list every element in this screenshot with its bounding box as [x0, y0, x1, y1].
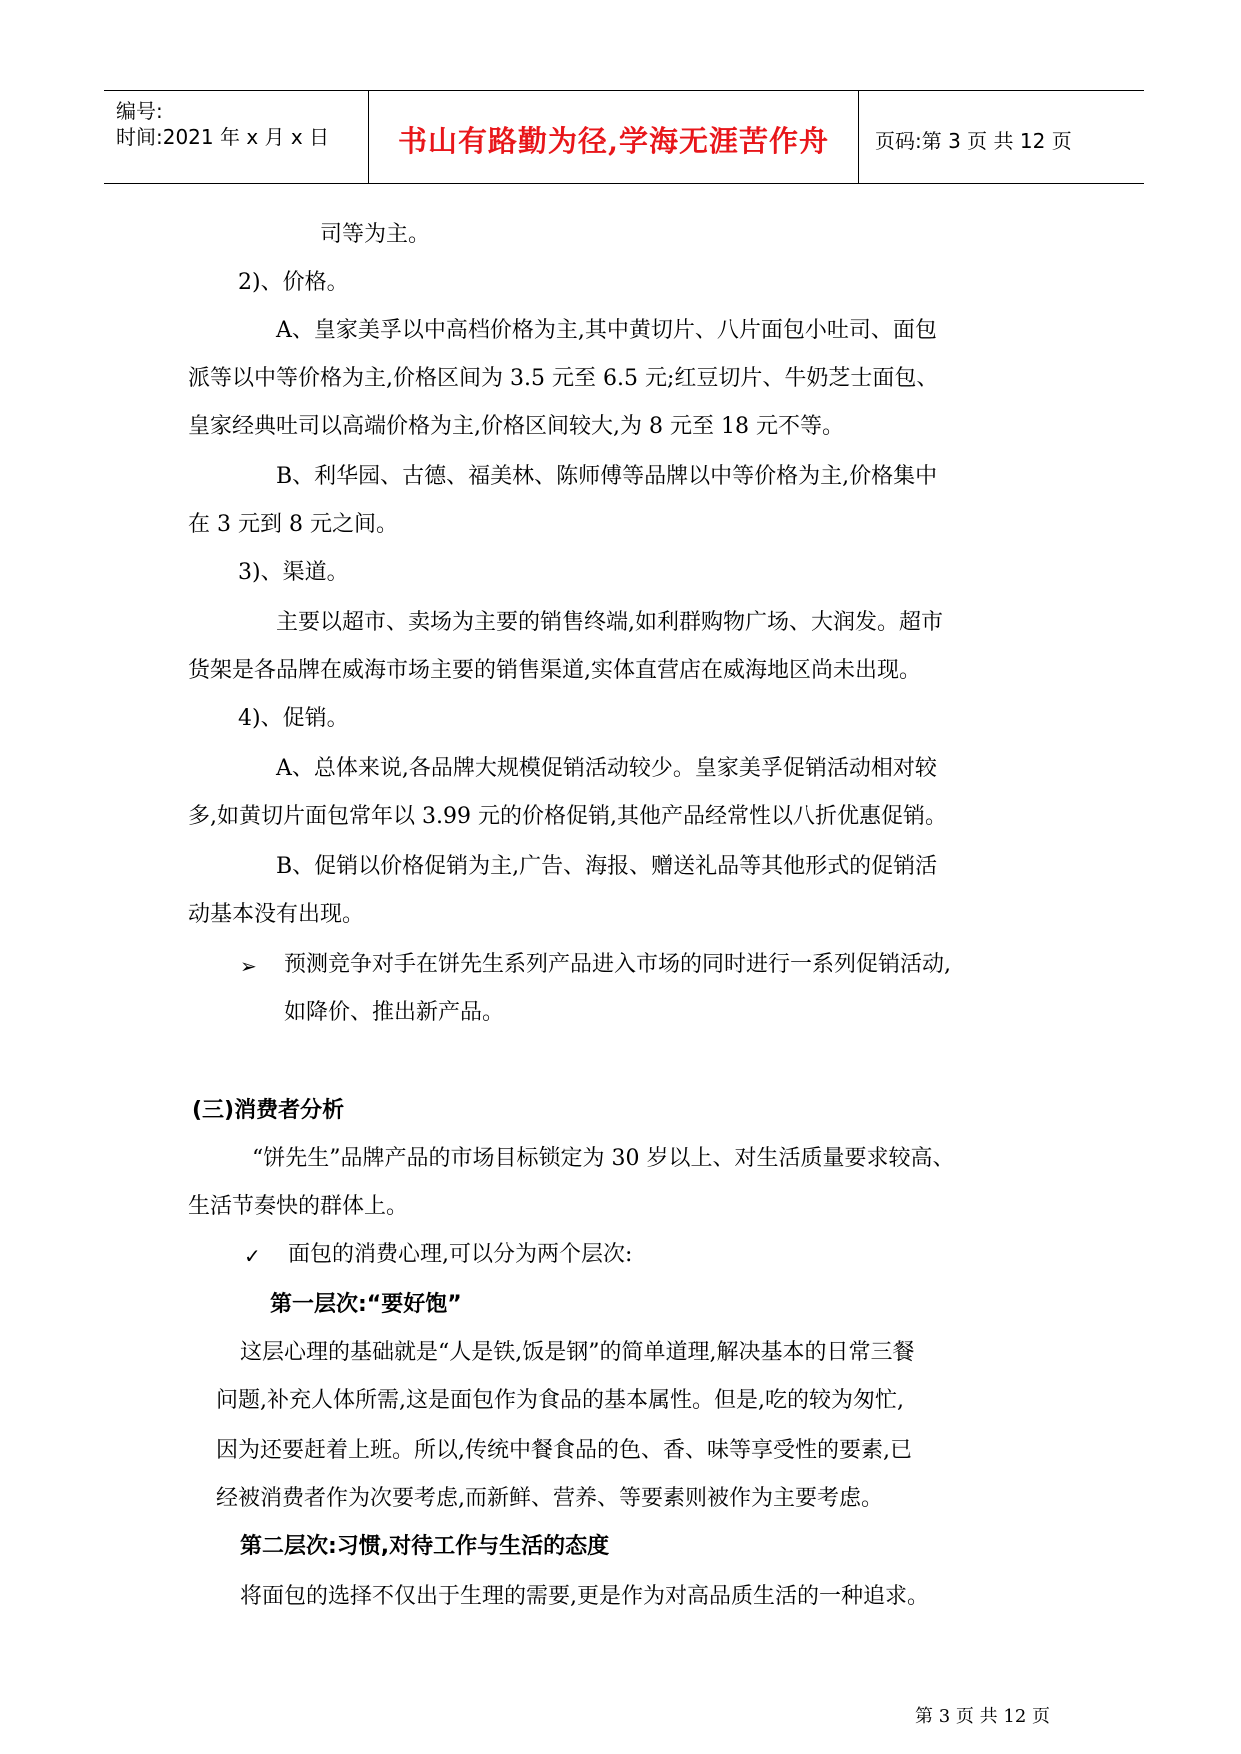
motto: 书山有路勤为径,学海无涯苦作舟 [397, 124, 830, 158]
subheading-promotion: 4)、促销。 [238, 706, 349, 731]
body-line: 皇家经典吐司以高端价格为主,价格区间较大,为 8 元至 18 元不等。 [188, 414, 844, 439]
bullet-text: 如降价、推出新产品。 [284, 1000, 505, 1025]
page-header [104, 90, 1144, 184]
body-line: 动基本没有出现。 [188, 902, 365, 927]
checkmark-icon: ✓ [244, 1244, 261, 1268]
body-line: B、利华园、古德、福美林、陈师傅等品牌以中等价格为主,价格集中 [276, 464, 938, 489]
body-line: 因为还要赶着上班。所以,传统中餐食品的色、香、味等享受性的要素,已 [216, 1438, 912, 1463]
body-line: 主要以超市、卖场为主要的销售终端,如利群购物广场、大润发。超市 [276, 610, 943, 635]
bullet-text: 面包的消费心理,可以分为两个层次: [288, 1242, 633, 1267]
body-line: “饼先生”品牌产品的市场目标锁定为 30 岁以上、对生活质量要求较高、 [252, 1146, 955, 1171]
time-label: 时间:2021 年 x 月 x 日 [116, 125, 330, 149]
body-line: 司等为主。 [320, 222, 431, 247]
number-label: 编号: [116, 99, 163, 123]
body-line: A、总体来说,各品牌大规模促销活动较少。皇家美孚促销活动相对较 [276, 756, 937, 781]
body-line: 问题,补充人体所需,这是面包作为食品的基本属性。但是,吃的较为匆忙, [216, 1388, 904, 1413]
header-page-cell [859, 91, 1144, 183]
body-line: 在 3 元到 8 元之间。 [188, 512, 398, 537]
body-line: A、皇家美孚以中高档价格为主,其中黄切片、八片面包小吐司、面包 [276, 318, 937, 343]
level2-title: 第二层次:习惯,对待工作与生活的态度 [240, 1534, 610, 1559]
subheading-channel: 3)、渠道。 [238, 560, 349, 585]
page-footer: 第 3 页 共 12 页 [915, 1706, 1050, 1727]
body-line: 货架是各品牌在威海市场主要的销售渠道,实体直营店在威海地区尚未出现。 [188, 658, 921, 683]
header-meta-cell [104, 91, 369, 183]
bullet-text: 预测竞争对手在饼先生系列产品进入市场的同时进行一系列促销活动, [284, 952, 951, 977]
body-line: 这层心理的基础就是“人是铁,饭是钢”的简单道理,解决基本的日常三餐 [240, 1340, 915, 1365]
level1-title: 第一层次:“要好饱” [270, 1292, 462, 1317]
body-line: 经被消费者作为次要考虑,而新鲜、营养、等要素则被作为主要考虑。 [216, 1486, 883, 1511]
subheading-price: 2)、价格。 [238, 270, 349, 295]
body-line: 多,如黄切片面包常年以 3.99 元的价格促销,其他产品经常性以八折优惠促销。 [188, 804, 947, 829]
body-line: 派等以中等价格为主,价格区间为 3.5 元至 6.5 元;红豆切片、牛奶芝士面包、 [188, 366, 939, 391]
body-line: B、促销以价格促销为主,广告、海报、赠送礼品等其他形式的促销活 [276, 854, 938, 879]
page-code: 页码:第 3 页 共 12 页 [875, 129, 1072, 153]
section-title: (三)消费者分析 [192, 1098, 345, 1123]
body-line: 将面包的选择不仅出于生理的需要,更是作为对高品质生活的一种追求。 [240, 1584, 929, 1609]
header-motto-cell [369, 91, 859, 183]
arrow-bullet-icon: ➢ [240, 954, 257, 978]
body-line: 生活节奏快的群体上。 [188, 1194, 409, 1219]
